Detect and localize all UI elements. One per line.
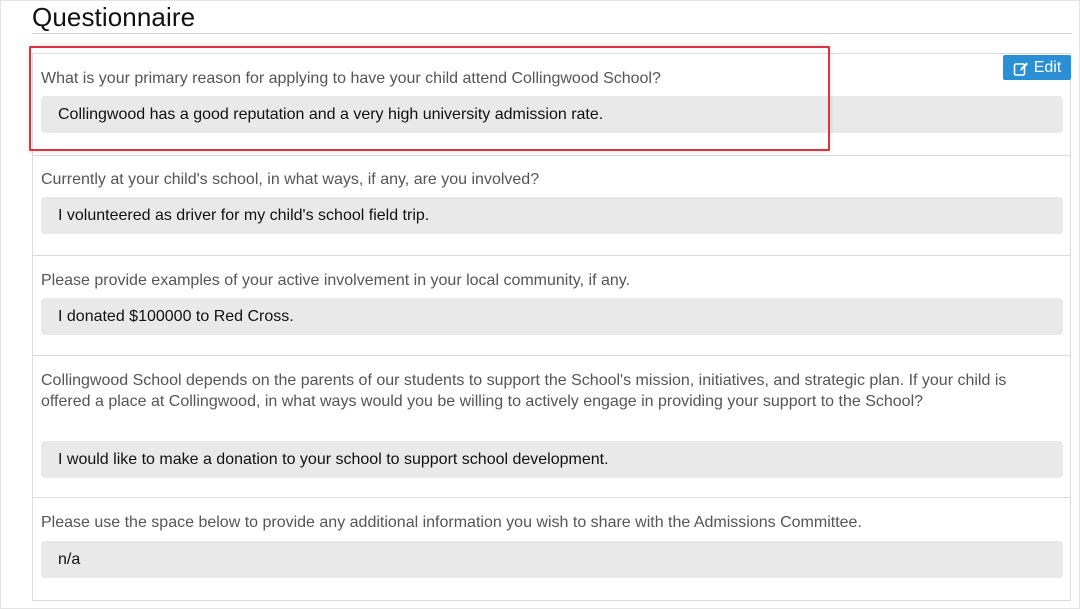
answer-field: n/a (41, 541, 1063, 578)
edit-button-label: Edit (1033, 59, 1062, 76)
question-text: Please provide examples of your active involvement in your local community, if any. (41, 272, 631, 289)
divider (33, 255, 1070, 256)
page-title: Questionnaire (32, 2, 196, 32)
divider (33, 497, 1070, 498)
divider (33, 355, 1070, 356)
edit-button[interactable] (1003, 55, 1071, 80)
answer-field: I donated $100000 to Red Cross. (41, 298, 1063, 335)
divider (33, 155, 1070, 156)
answer-field: Collingwood has a good reputation and a very high university admission rate. (41, 96, 1063, 133)
question-text: Collingwood School depends on the parents of our students to support the School's mission, initiatives, and strategic plan. If your child is offered a place at Collingwood, in what ways would you be willing to actively engage in providing your support to the School? (41, 372, 1007, 410)
question-text: Currently at your child's school, in what ways, if any, are you involved? (41, 171, 540, 188)
title-divider (32, 33, 1072, 34)
question-text: Please use the space below to provide any additional information you wish to share with the Admissions Committee. (41, 514, 862, 531)
answer-field: I volunteered as driver for my child's school field trip. (41, 197, 1063, 234)
edit-icon (1013, 60, 1029, 76)
question-text: What is your primary reason for applying to have your child attend Collingwood School? (41, 70, 661, 87)
answer-field: I would like to make a donation to your school to support school development. (41, 441, 1063, 478)
